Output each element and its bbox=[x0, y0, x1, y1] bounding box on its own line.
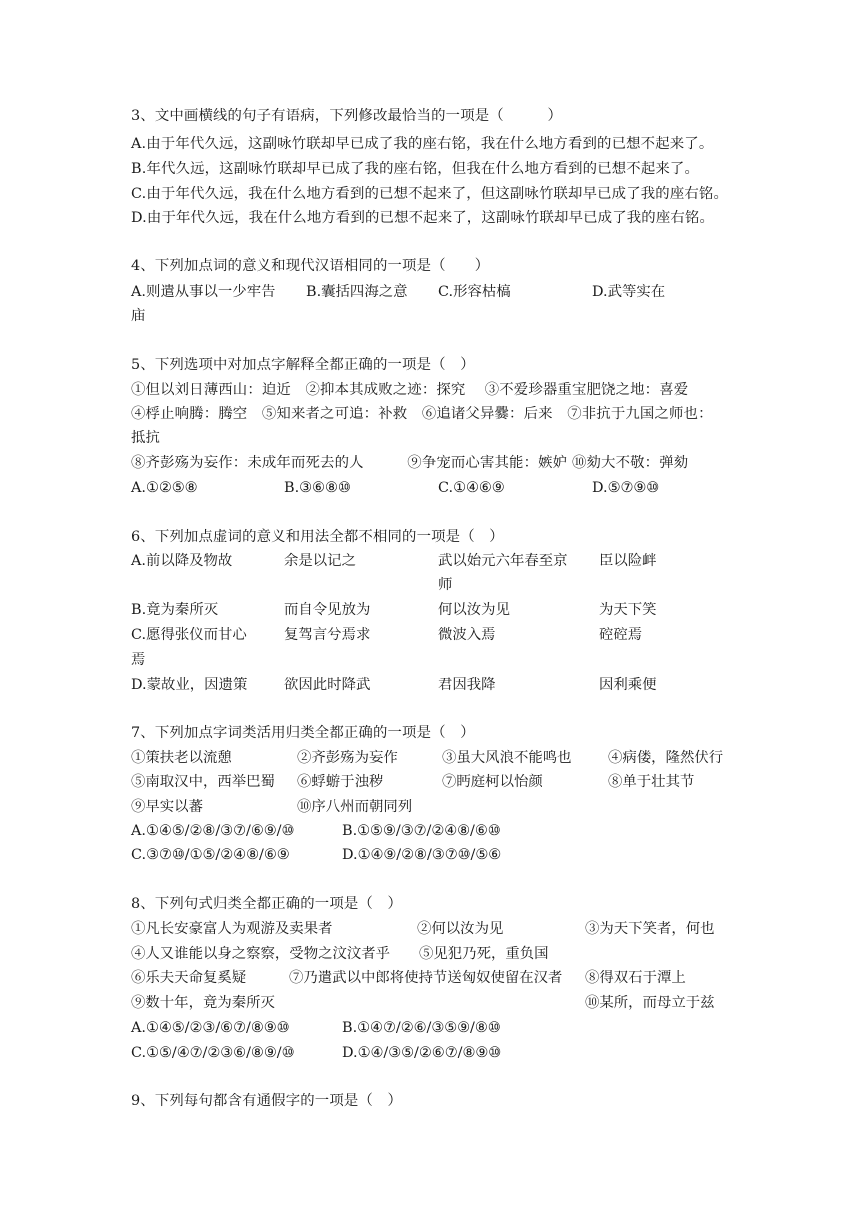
q8-item: ⑧得双石于潭上 bbox=[585, 970, 686, 986]
q6-cell: B.竟为秦所灭 bbox=[131, 602, 219, 618]
q7-item: ①策扶老以流憩 bbox=[131, 750, 232, 766]
q5-option-b: B.③⑥⑧⑩ bbox=[284, 480, 351, 496]
q6-cell: 微波入焉 bbox=[438, 627, 496, 643]
q4-option-b: B.囊括四海之意 bbox=[306, 284, 408, 300]
q4-stem: 4、下列加点词的意义和现代汉语相同的一项是（ ） bbox=[131, 258, 490, 274]
q3-option-a: A.由于年代久远，这副咏竹联却早已成了我的座右铭，我在什么地方看到的已想不起来了。 bbox=[131, 136, 714, 152]
q5-line-2: ④桴止响腾：腾空 ⑤知来者之可追：补救 ⑥追诸父异爨：后来 ⑦非抗于九国之师也： bbox=[131, 406, 713, 422]
q8-stem: 8、下列句式归类全都正确的一项是（ ） bbox=[131, 896, 403, 912]
q6-cell: 余是以记之 bbox=[284, 553, 356, 569]
q8-item: ⑤见犯乃死，重负国 bbox=[419, 946, 549, 962]
q6-cell: 何以汝为见 bbox=[438, 602, 510, 618]
q3-option-b: B.年代久远，这副咏竹联却早已成了我的座右铭，但我在什么地方看到的已想不起来了。 bbox=[131, 161, 699, 177]
q5-option-d: D.⑤⑦⑨⑩ bbox=[592, 480, 660, 496]
q4-option-a: A.则遣从事以一少牢告 bbox=[131, 284, 276, 300]
q8-item: ①凡长安豪富人为观游及卖果者 bbox=[131, 921, 333, 937]
q7-item: ⑧单于壮其节 bbox=[608, 774, 695, 790]
q4-option-c: C.形容枯槁 bbox=[438, 284, 511, 300]
q6-cell: 武以始元六年春至京 bbox=[438, 553, 568, 569]
q8-item: ③为天下笑者，何也 bbox=[585, 921, 715, 937]
q9-stem: 9、下列每句都含有通假字的一项是（ ） bbox=[131, 1093, 403, 1109]
q7-item: ⑩序八州而朝同列 bbox=[297, 799, 413, 815]
q6-cell: 硿硿焉 bbox=[599, 627, 643, 643]
q8-option-d: D.①④/③⑤/②⑥⑦/⑧⑨⑩ bbox=[342, 1045, 502, 1061]
q6-cell: 复驾言兮焉求 bbox=[284, 627, 371, 643]
q6-cell: 臣以险衅 bbox=[599, 553, 657, 569]
q8-item: ⑨数十年，竟为秦所灭 bbox=[131, 995, 275, 1011]
q5-option-c: C.①④⑥⑨ bbox=[438, 480, 505, 496]
q6-cell: 而自令见放为 bbox=[284, 602, 371, 618]
q7-option-b: B.①⑤⑨/③⑦/②④⑧/⑥⑩ bbox=[342, 823, 501, 839]
q8-item: ⑦乃遣武以中郎将使持节送匈奴使留在汉者 bbox=[289, 970, 563, 986]
q5-line-4: ⑧齐彭殇为妄作：未成年而死去的人 ⑨争宠而心害其能：嫉妒 ⑩劾大不敬：弹劾 bbox=[131, 455, 689, 471]
q7-option-d: D.①④⑨/②⑧/③⑦⑩/⑤⑥ bbox=[342, 847, 502, 863]
q7-item: ⑤南取汉中，西举巴蜀 bbox=[131, 774, 275, 790]
q8-option-c: C.①⑤/④⑦/②③⑥/⑧⑨/⑩ bbox=[131, 1045, 295, 1061]
q5-option-a: A.①②⑤⑧ bbox=[131, 480, 198, 496]
q5-line-1: ①但以刘日薄西山：迫近 ②抑本其成败之迹：探究 ③不爱珍器重宝肥饶之地：喜爱 bbox=[131, 382, 689, 398]
q7-item: ⑦眄庭柯以怡颜 bbox=[442, 774, 543, 790]
q6-cell: 为天下笑 bbox=[599, 602, 657, 618]
q7-option-c: C.③⑦⑩/①⑤/②④⑧/⑥⑨ bbox=[131, 847, 290, 863]
q8-item: ②何以汝为见 bbox=[417, 921, 504, 937]
q7-item: ⑨早实以蕃 bbox=[131, 799, 203, 815]
q8-option-b: B.①④⑦/②⑥/③⑤⑨/⑧⑩ bbox=[342, 1020, 501, 1036]
q6-cell: 君因我降 bbox=[438, 677, 496, 693]
q6-cell: 师 bbox=[438, 577, 453, 593]
q8-option-a: A.①④⑤/②③/⑥⑦/⑧⑨⑩ bbox=[131, 1020, 290, 1036]
q8-item: ⑥乐夫天命复奚疑 bbox=[131, 970, 247, 986]
q7-item: ②齐彭殇为妄作 bbox=[297, 750, 398, 766]
q3-option-d: D.由于年代久远，我在什么地方看到的已想不起来了，这副咏竹联却早已成了我的座右铭。 bbox=[131, 210, 714, 226]
q7-item: ④病偻，隆然伏行 bbox=[608, 750, 724, 766]
q4-option-d-wrap: 庙 bbox=[131, 308, 146, 324]
q3-option-c: C.由于年代久远，我在什么地方看到的已想不起来了，但这副咏竹联却早已成了我的座右铭。 bbox=[131, 186, 728, 202]
q6-cell: D.蒙故业，因遗策 bbox=[131, 677, 248, 693]
q4-option-d: D.武等实在 bbox=[592, 284, 666, 300]
q5-line-3: 抵抗 bbox=[131, 430, 161, 446]
q6-cell: 欲因此时降武 bbox=[284, 677, 371, 693]
q6-cell: 焉 bbox=[131, 652, 146, 668]
q7-item: ③虽大风浪不能鸣也 bbox=[442, 750, 572, 766]
q5-stem: 5、下列选项中对加点字解释全都正确的一项是（ ） bbox=[131, 357, 475, 373]
q6-cell: 因利乘便 bbox=[599, 677, 657, 693]
q6-cell: C.愿得张仪而甘心 bbox=[131, 627, 247, 643]
q6-stem: 6、下列加点虚词的意义和用法全都不相同的一项是（ ） bbox=[131, 529, 504, 545]
q7-option-a: A.①④⑤/②⑧/③⑦/⑥⑨/⑩ bbox=[131, 823, 295, 839]
q6-cell: A.前以降及物故 bbox=[131, 553, 233, 569]
q3-stem: 3、文中画横线的句子有语病，下列修改最恰当的一项是（ ） bbox=[131, 108, 562, 124]
q7-stem: 7、下列加点字词类活用归类全都正确的一项是（ ） bbox=[131, 725, 475, 741]
q8-item: ④人又谁能以身之察察，受物之汶汶者乎 bbox=[131, 946, 391, 962]
q8-item: ⑩某所，而母立于兹 bbox=[585, 995, 715, 1011]
q7-item: ⑥蜉蝣于浊秽 bbox=[297, 774, 384, 790]
